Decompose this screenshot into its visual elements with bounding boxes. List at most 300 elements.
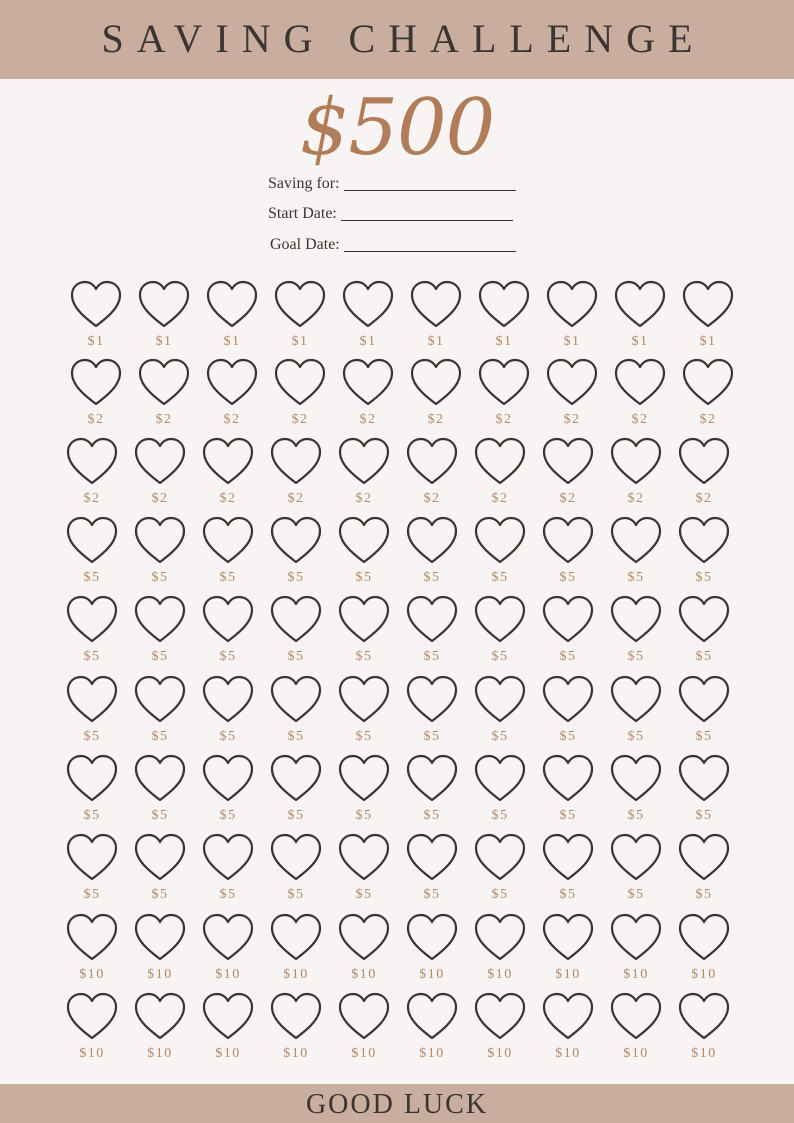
heart-cell[interactable] [678,517,730,589]
heart-amount-label: $5 [151,729,169,744]
heart-icon[interactable] [342,281,394,329]
heart-cell[interactable] [678,914,730,986]
heart-icon[interactable] [614,281,666,329]
heart-amount-label: $10 [215,967,241,982]
heart-cell[interactable] [338,914,390,986]
heart-cell[interactable] [406,914,458,986]
heart-amount-label: $2 [631,412,649,427]
heart-amount-label: $5 [151,570,169,585]
heart-amount-label: $10 [147,967,173,982]
heart-amount-label: $10 [555,1046,581,1061]
heart-amount-label: $1 [155,334,173,349]
heart-icon[interactable] [138,359,190,407]
heart-cell[interactable] [610,676,662,748]
heart-amount-label: $5 [423,570,441,585]
heart-amount-label: $10 [691,967,717,982]
heart-icon[interactable] [70,281,122,329]
heart-cell[interactable] [682,281,734,353]
heart-icon[interactable] [610,755,662,803]
heart-icon[interactable] [610,438,662,486]
heart-amount-label: $2 [699,412,717,427]
heart-amount-label: $10 [691,1046,717,1061]
heart-amount-label: $5 [219,887,237,902]
heart-icon[interactable] [474,914,526,962]
heart-cell[interactable] [270,676,322,748]
heart-amount-label: $5 [355,649,373,664]
heart-amount-label: $5 [83,729,101,744]
heart-icon[interactable] [202,755,254,803]
heart-cell[interactable] [610,755,662,827]
heart-cell[interactable] [270,596,322,668]
heart-icon[interactable] [610,517,662,565]
heart-icon[interactable] [66,438,118,486]
heart-amount-label: $5 [491,887,509,902]
heart-icon[interactable] [338,834,390,882]
heart-amount-label: $2 [627,491,645,506]
heart-cell[interactable] [610,993,662,1065]
heart-cell[interactable] [202,914,254,986]
heart-amount-label: $5 [83,887,101,902]
heart-amount-label: $5 [219,729,237,744]
heart-icon[interactable] [134,676,186,724]
heart-cell[interactable] [406,834,458,906]
heart-amount-label: $5 [83,649,101,664]
heart-icon[interactable] [678,517,730,565]
heart-cell[interactable] [614,359,666,431]
heart-icon[interactable] [134,438,186,486]
heart-cell[interactable] [134,993,186,1065]
heart-amount-label: $1 [495,334,513,349]
heart-icon[interactable] [338,914,390,962]
heart-cell[interactable] [338,993,390,1065]
heart-cell[interactable] [66,914,118,986]
heart-amount-label: $5 [423,649,441,664]
heart-icon[interactable] [406,834,458,882]
heart-amount-label: $5 [695,729,713,744]
heart-cell[interactable] [542,993,594,1065]
heart-icon[interactable] [270,517,322,565]
heart-amount-label: $5 [695,887,713,902]
heart-icon[interactable] [406,517,458,565]
heart-icon[interactable] [338,676,390,724]
heart-icon[interactable] [66,596,118,644]
heart-cell[interactable] [406,755,458,827]
heart-amount-label: $5 [423,808,441,823]
goal-date-label: Goal Date: [270,236,340,253]
heart-amount-label: $5 [151,808,169,823]
heart-cell[interactable] [406,676,458,748]
heart-icon[interactable] [610,676,662,724]
heart-icon[interactable] [338,438,390,486]
heart-icon[interactable] [202,596,254,644]
heart-amount-label: $1 [427,334,445,349]
heart-cell[interactable] [474,834,526,906]
heart-cell[interactable] [202,834,254,906]
heart-icon[interactable] [66,834,118,882]
footer-text: GOOD LUCK [305,1089,489,1120]
heart-icon[interactable] [542,676,594,724]
heart-cell[interactable] [134,596,186,668]
heart-icon[interactable] [542,834,594,882]
heart-cell[interactable] [338,755,390,827]
heart-icon[interactable] [70,359,122,407]
heart-icon[interactable] [134,834,186,882]
heart-cell[interactable] [202,596,254,668]
heart-icon[interactable] [406,596,458,644]
heart-amount-label: $5 [627,887,645,902]
heart-cell[interactable] [338,834,390,906]
heart-amount-label: $5 [627,570,645,585]
heart-amount-label: $10 [79,967,105,982]
heart-cell[interactable] [138,359,190,431]
heart-cell[interactable] [70,281,122,353]
heart-amount-label: $2 [151,491,169,506]
heart-cell[interactable] [134,676,186,748]
heart-amount-label: $10 [283,1046,309,1061]
heart-amount-label: $5 [355,887,373,902]
heart-icon[interactable] [66,914,118,962]
heart-amount-label: $5 [287,649,305,664]
heart-icon[interactable] [338,517,390,565]
heart-icon[interactable] [546,359,598,407]
heart-icon[interactable] [682,359,734,407]
heart-cell[interactable] [66,517,118,589]
heart-icon[interactable] [338,596,390,644]
heart-cell[interactable] [270,517,322,589]
heart-cell[interactable] [546,281,598,353]
heart-amount-label: $5 [559,808,577,823]
heart-icon[interactable] [202,834,254,882]
heart-amount-label: $10 [623,967,649,982]
heart-cell[interactable] [542,517,594,589]
heart-cell[interactable] [270,755,322,827]
heart-amount-label: $1 [631,334,649,349]
heart-cell[interactable] [474,596,526,668]
heart-amount-label: $10 [487,1046,513,1061]
heart-icon[interactable] [406,993,458,1041]
heart-amount-label: $2 [427,412,445,427]
heart-cell[interactable] [66,755,118,827]
heart-amount-label: $10 [283,967,309,982]
heart-amount-label: $1 [291,334,309,349]
heart-amount-label: $5 [627,729,645,744]
heart-cell[interactable] [66,438,118,510]
heart-cell[interactable] [474,676,526,748]
heart-amount-label: $5 [491,649,509,664]
heart-cell[interactable] [202,438,254,510]
heart-amount-label: $5 [423,887,441,902]
heart-icon[interactable] [270,834,322,882]
heart-cell[interactable] [338,596,390,668]
heart-icon[interactable] [270,755,322,803]
heart-cell[interactable] [134,438,186,510]
heart-amount-label: $2 [291,412,309,427]
heart-cell[interactable] [406,438,458,510]
heart-icon[interactable] [206,359,258,407]
heart-icon[interactable] [474,676,526,724]
heart-cell[interactable] [474,914,526,986]
heart-amount-label: $5 [287,808,305,823]
heart-amount-label: $10 [79,1046,105,1061]
heart-cell[interactable] [134,914,186,986]
heart-icon[interactable] [474,517,526,565]
heart-cell[interactable] [410,359,462,431]
heart-cell[interactable] [542,676,594,748]
heart-icon[interactable] [542,596,594,644]
heart-cell[interactable] [338,438,390,510]
heart-amount-label: $2 [355,491,373,506]
heart-amount-label: $2 [223,412,241,427]
page-title: SAVING CHALLENGE [101,16,706,61]
heart-amount-label: $5 [355,729,373,744]
heart-icon[interactable] [678,914,730,962]
heart-cell[interactable] [338,517,390,589]
heart-amount-label: $5 [83,570,101,585]
heart-cell[interactable] [270,914,322,986]
heart-amount-label: $1 [87,334,105,349]
heart-icon[interactable] [202,993,254,1041]
heart-amount-label: $5 [491,729,509,744]
heart-amount-label: $5 [287,729,305,744]
heart-amount-label: $1 [223,334,241,349]
heart-cell[interactable] [678,993,730,1065]
heart-amount-label: $2 [155,412,173,427]
heart-amount-label: $1 [359,334,377,349]
heart-icon[interactable] [478,359,530,407]
heart-icon[interactable] [134,755,186,803]
heart-amount-label: $5 [695,808,713,823]
heart-cell[interactable] [474,438,526,510]
heart-icon[interactable] [406,676,458,724]
heart-cell[interactable] [342,359,394,431]
heart-icon[interactable] [614,359,666,407]
heart-icon[interactable] [134,993,186,1041]
heart-icon[interactable] [270,676,322,724]
heart-icon[interactable] [270,596,322,644]
heart-cell[interactable] [270,438,322,510]
heart-amount-label: $2 [559,491,577,506]
heart-icon[interactable] [546,281,598,329]
heart-cell[interactable] [138,281,190,353]
heart-cell[interactable] [678,596,730,668]
heart-amount-label: $2 [491,491,509,506]
heart-cell[interactable] [202,755,254,827]
heart-icon[interactable] [270,914,322,962]
heart-icon[interactable] [202,676,254,724]
heart-cell[interactable] [478,359,530,431]
heart-cell[interactable] [66,596,118,668]
heart-cell[interactable] [206,359,258,431]
heart-icon[interactable] [342,359,394,407]
heart-cell[interactable] [542,755,594,827]
heart-icon[interactable] [410,359,462,407]
heart-icon[interactable] [682,281,734,329]
heart-cell[interactable] [478,281,530,353]
heart-amount-label: $10 [487,967,513,982]
heart-cell[interactable] [270,993,322,1065]
heart-icon[interactable] [338,755,390,803]
heart-cell[interactable] [614,281,666,353]
heart-icon[interactable] [66,755,118,803]
heart-cell[interactable] [66,993,118,1065]
heart-cell[interactable] [406,517,458,589]
heart-cell[interactable] [474,517,526,589]
heart-icon[interactable] [66,993,118,1041]
heart-icon[interactable] [610,993,662,1041]
heart-amount-label: $5 [491,808,509,823]
heart-amount-label: $5 [627,649,645,664]
heart-icon[interactable] [474,993,526,1041]
heart-icon[interactable] [678,993,730,1041]
heart-icon[interactable] [206,281,258,329]
heart-cell[interactable] [406,993,458,1065]
heart-cell[interactable] [542,834,594,906]
heart-amount-label: $5 [83,808,101,823]
heart-cell[interactable] [678,438,730,510]
heart-amount-label: $2 [359,412,377,427]
heart-cell[interactable] [274,281,326,353]
heart-amount-label: $5 [559,887,577,902]
heart-cell[interactable] [202,993,254,1065]
heart-amount-label: $5 [219,808,237,823]
heart-icon[interactable] [610,596,662,644]
heart-cell[interactable] [610,438,662,510]
heart-amount-label: $2 [219,491,237,506]
heart-icon[interactable] [542,993,594,1041]
heart-icon[interactable] [202,438,254,486]
heart-icon[interactable] [138,281,190,329]
heart-cell[interactable] [474,993,526,1065]
heart-icon[interactable] [610,834,662,882]
heart-icon[interactable] [678,755,730,803]
heart-icon[interactable] [678,438,730,486]
heart-icon[interactable] [474,755,526,803]
heart-cell[interactable] [678,676,730,748]
heart-icon[interactable] [478,281,530,329]
heart-icon[interactable] [406,914,458,962]
heart-amount-label: $5 [559,570,577,585]
heart-amount-label: $5 [219,649,237,664]
heart-amount-label: $5 [559,729,577,744]
heart-cell[interactable] [274,359,326,431]
heart-icon[interactable] [406,438,458,486]
heart-cell[interactable] [542,438,594,510]
heart-amount-label: $5 [219,570,237,585]
heart-cell[interactable] [678,834,730,906]
heart-cell[interactable] [206,281,258,353]
heart-icon[interactable] [678,676,730,724]
heart-cell[interactable] [134,755,186,827]
heart-cell[interactable] [66,834,118,906]
heart-cell[interactable] [474,755,526,827]
heart-amount-label: $5 [355,808,373,823]
heart-cell[interactable] [66,676,118,748]
heart-amount-label: $10 [351,1046,377,1061]
heart-icon[interactable] [270,438,322,486]
start-date-label: Start Date: [268,205,337,222]
heart-icon[interactable] [274,281,326,329]
heart-icon[interactable] [542,755,594,803]
heart-icon[interactable] [202,517,254,565]
heart-cell[interactable] [134,517,186,589]
heart-amount-label: $5 [627,808,645,823]
heart-amount-label: $5 [491,570,509,585]
heart-cell[interactable] [270,834,322,906]
heart-cell[interactable] [546,359,598,431]
heart-icon[interactable] [274,359,326,407]
heart-amount-label: $10 [419,1046,445,1061]
heart-cell[interactable] [682,359,734,431]
heart-icon[interactable] [542,438,594,486]
heart-icon[interactable] [474,438,526,486]
heart-icon[interactable] [66,676,118,724]
heart-icon[interactable] [410,281,462,329]
heart-amount-label: $2 [423,491,441,506]
heart-cell[interactable] [610,596,662,668]
heart-amount-label: $2 [495,412,513,427]
heart-cell[interactable] [338,676,390,748]
heart-amount-label: $5 [151,649,169,664]
heart-icon[interactable] [134,596,186,644]
heart-icon[interactable] [134,914,186,962]
heart-amount-label: $10 [147,1046,173,1061]
heart-icon[interactable] [406,755,458,803]
goal-amount: $500 [299,83,495,173]
heart-cell[interactable] [410,281,462,353]
heart-icon[interactable] [474,834,526,882]
heart-icon[interactable] [610,914,662,962]
heart-amount-label: $10 [215,1046,241,1061]
heart-amount-label: $2 [695,491,713,506]
heart-icon[interactable] [338,993,390,1041]
heart-amount-label: $1 [563,334,581,349]
heart-icon[interactable] [678,834,730,882]
heart-icon[interactable] [542,517,594,565]
heart-cell[interactable] [610,834,662,906]
footer-band [0,1084,794,1123]
heart-amount-label: $10 [419,967,445,982]
heart-cell[interactable] [610,517,662,589]
heart-amount-label: $5 [287,570,305,585]
heart-icon[interactable] [66,517,118,565]
heart-icon[interactable] [678,596,730,644]
heart-amount-label: $10 [351,967,377,982]
heart-amount-label: $5 [695,570,713,585]
heart-icon[interactable] [202,914,254,962]
heart-amount-label: $5 [559,649,577,664]
heart-amount-label: $5 [287,887,305,902]
heart-amount-label: $5 [151,887,169,902]
heart-cell[interactable] [70,359,122,431]
heart-icon[interactable] [474,596,526,644]
heart-amount-label: $10 [555,967,581,982]
heart-cell[interactable] [610,914,662,986]
heart-icon[interactable] [542,914,594,962]
heart-icon[interactable] [270,993,322,1041]
heart-cell[interactable] [342,281,394,353]
heart-cell[interactable] [406,596,458,668]
heart-cell[interactable] [542,596,594,668]
heart-cell[interactable] [134,834,186,906]
heart-amount-label: $2 [563,412,581,427]
heart-cell[interactable] [678,755,730,827]
heart-icon[interactable] [134,517,186,565]
heart-cell[interactable] [202,676,254,748]
heart-cell[interactable] [202,517,254,589]
heart-cell[interactable] [542,914,594,986]
heart-amount-label: $1 [699,334,717,349]
heart-amount-label: $2 [87,412,105,427]
